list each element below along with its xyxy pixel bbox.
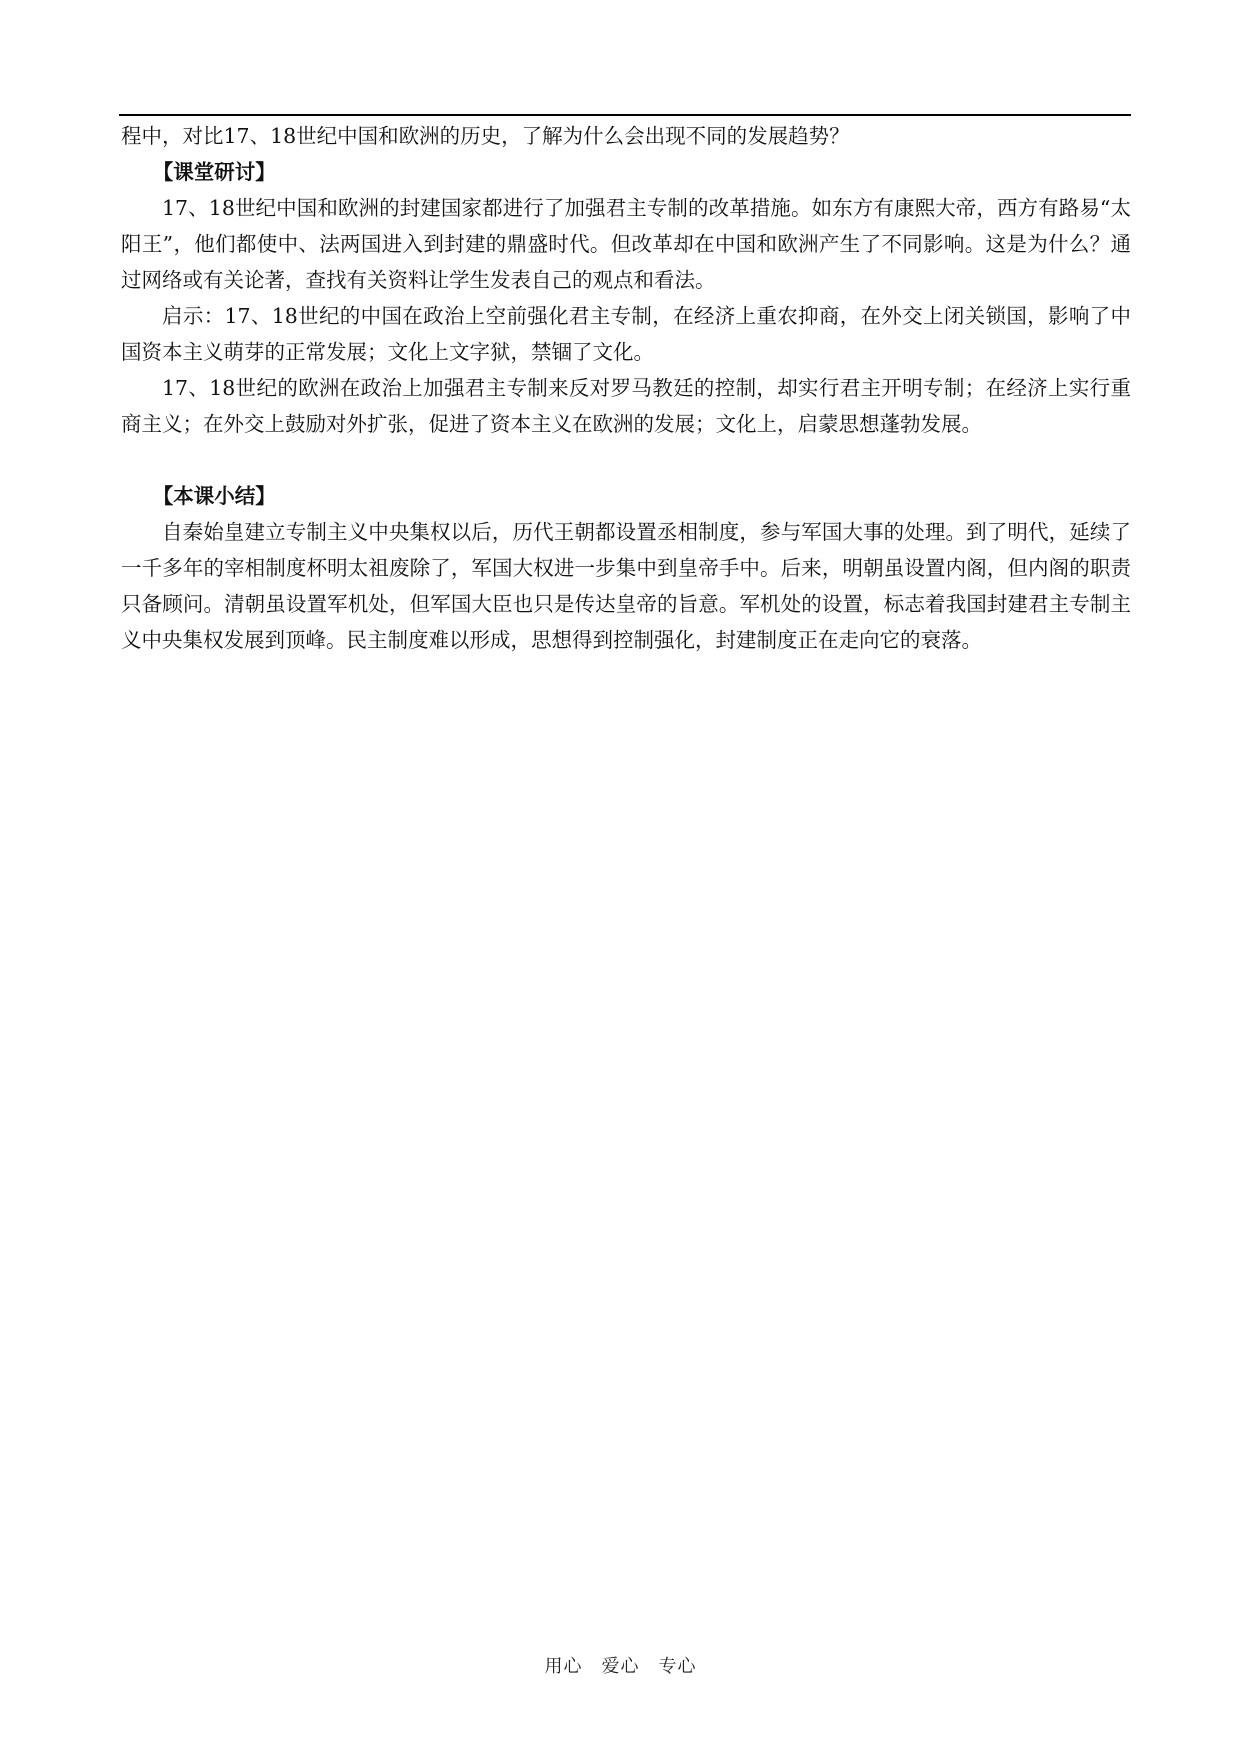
document-body [121,118,1131,658]
discussion-paragraph-1: 17、18世纪中国和欧洲的封建国家都进行了加强君主专制的改革措施。如东方有康熙大帝，西方有路易“太阳王”，他们都使中、法两国进入到封建的鼎盛时代。但改革却在中国和欧洲产生了不同影响。这是为什么？通过网络或有关论著，查找有关资料让学生发表自己的观点和看法。 [121,196,1131,292]
continuation-paragraph: 程中，对比17、18世纪中国和欧洲的历史，了解为什么会出现不同的发展趋势？ [121,124,850,148]
discussion-paragraph-3: 17、18世纪的欧洲在政治上加强君主专制来反对罗马教廷的控制，却实行君主开明专制；在经济上实行重商主义；在外交上鼓励对外扩张，促进了资本主义在欧洲的发展；文化上，启蒙思想蓬勃发展。 [121,376,1131,436]
page-footer: 用心 爱心 专心 [544,1656,697,1677]
summary-paragraph: 自秦始皇建立专制主义中央集权以后，历代王朝都设置丞相制度，参与军国大事的处理。到了明代，延续了一千多年的宰相制度杯明太祖废除了，军国大权进一步集中到皇帝手中。后来，明朝虽设置内阁，但内阁的职责只备顾问。清朝虽设置军机处，但军国大臣也只是传达皇帝的旨意。军机处的设置，标志着我国封建君主专制主义中央集权发展到顶峰。民主制度难以形成，思想得到控制强化，封建制度正在走向它的衰落。 [121,520,1131,652]
section-gap [121,442,1131,478]
summary-heading: 【本课小结】 [152,484,276,508]
discussion-paragraph-2: 启示：17、18世纪的中国在政治上空前强化君主专制，在经济上重农抑商，在外交上闭关锁国，影响了中国资本主义萌芽的正常发展；文化上文字狱，禁锢了文化。 [121,304,1131,364]
discussion-heading: 【课堂研讨】 [152,160,276,184]
header-rule [119,114,1131,116]
